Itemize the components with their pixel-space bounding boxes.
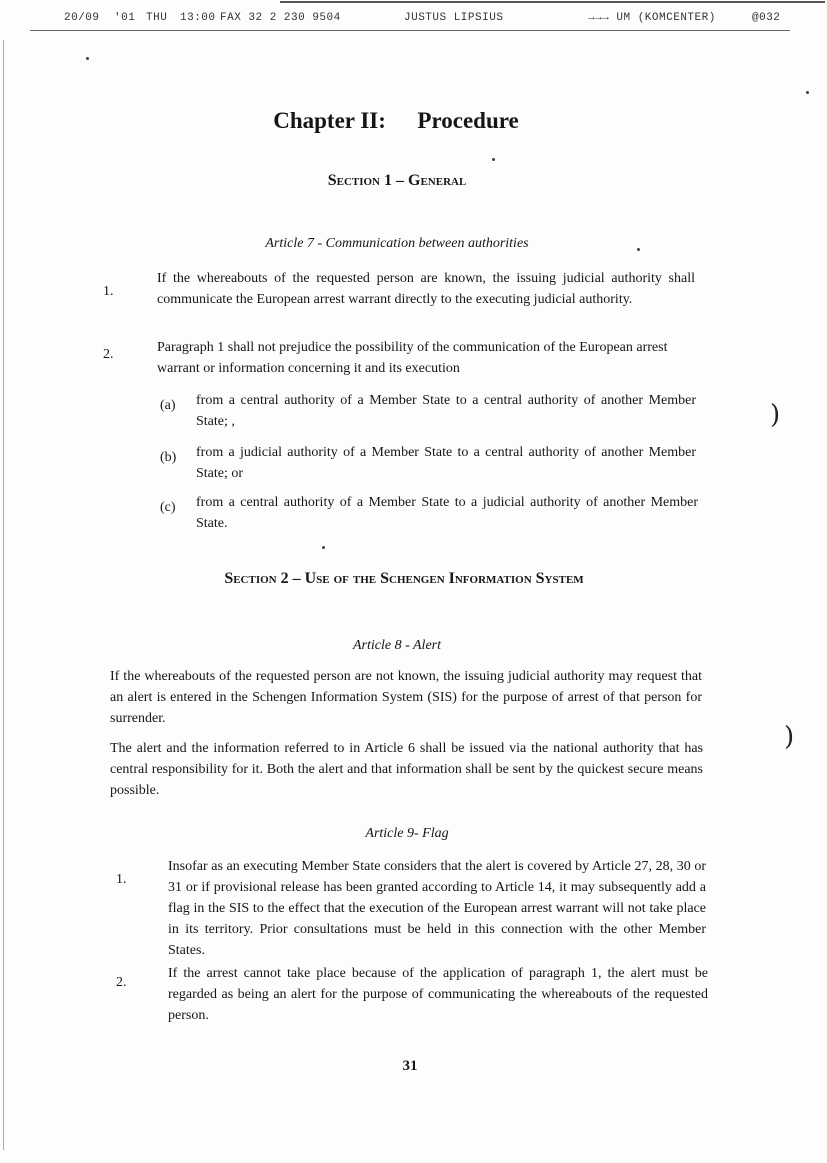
fax-year: '01	[114, 12, 136, 24]
punch-hole-mark: )	[784, 722, 795, 752]
article-9-item-2-text: If the arrest cannot take place because of the application of paragraph 1, the alert must be regarded as being an alert for the purpose of communicating the whereabouts of the requested person.	[168, 966, 708, 1023]
article-7-subitem-a-text: from a central authority of a Member State to a central authority of another Member State; ,	[196, 393, 696, 429]
fax-top-border	[280, 1, 825, 3]
scan-speck	[322, 546, 325, 549]
article-7-subitem-b-text: from a judicial authority of a Member State to a central authority of another Member State; or	[196, 445, 696, 481]
fax-time: 13:00	[180, 12, 216, 24]
article-7-item-1-number: 1.	[103, 284, 114, 299]
fax-header-rule	[30, 30, 790, 31]
article-8-paragraph-1: If the whereabouts of the requested person are not known, the issuing judicial authority may request that an alert is entered in the Schengen Information System (SIS) for the purpose of arrest of that person for surrender.	[110, 669, 702, 726]
article-7-subitem-a-label: (a)	[160, 398, 176, 413]
article-7-subitem-c-text: from a central authority of a Member State to a judicial authority of another Member State.	[196, 495, 698, 531]
article-7-item-1-text: If the whereabouts of the requested person are known, the issuing judicial authority shall communicate the European arrest warrant directly to the executing judicial authority.	[157, 271, 695, 307]
article-8-paragraph-2: The alert and the information referred to in Article 6 shall be issued via the national authority that has central responsibility for it. Both the alert and that information shall be sent by the quickest secure means possible.	[110, 741, 703, 798]
article-7-item-2-number: 2.	[103, 347, 114, 362]
fax-page-code: @032	[752, 12, 781, 24]
article-7-subitem-c-label: (c)	[160, 500, 176, 515]
scan-speck	[86, 57, 89, 60]
article-9-item-2-number: 2.	[116, 975, 127, 990]
chapter-name: Procedure	[417, 108, 519, 133]
article-9-item-1-text: Insofar as an executing Member State considers that the alert is covered by Article 27, 28, 30 or 31 or if provisional release has been granted according to Article 14, it may subsequently add a flag in the SIS to the effect that the execution of the European arrest warrant will not take place in its territory. Prior consultations must be held in this connection with the other Member States.	[168, 859, 706, 958]
article-9-item-1-number: 1.	[116, 872, 127, 887]
fax-day: THU	[146, 12, 168, 24]
article-7-subitem-b-label: (b)	[160, 450, 177, 465]
article-7-heading: Article 7 - Communication between authorities	[265, 236, 529, 251]
scan-edge-line	[3, 40, 4, 1150]
section-1-heading: Section 1 – General	[327, 172, 467, 189]
article-9-heading: Article 9- Flag	[365, 826, 449, 841]
article-7-item-2-text: Paragraph 1 shall not prejudice the possibility of the communication of the European arrest warrant or information concerning it and its execution	[157, 340, 668, 376]
section-2-heading: Section 2 – Use of the Schengen Information System	[224, 570, 584, 587]
fax-header	[0, 8, 827, 30]
fax-sender: JUSTUS LIPSIUS	[404, 12, 504, 24]
page-number: 31	[402, 1058, 418, 1074]
chapter-label: Chapter II:	[273, 108, 386, 133]
scan-speck	[492, 158, 495, 161]
scan-speck	[806, 91, 809, 94]
article-8-heading: Article 8 - Alert	[353, 638, 441, 653]
punch-hole-mark: )	[770, 400, 781, 430]
fax-date: 20/09	[64, 12, 100, 24]
chapter-title	[0, 108, 792, 134]
fax-number: FAX 32 2 230 9504	[220, 12, 341, 24]
fax-recipient: →→→ UM (KOMCENTER)	[588, 12, 716, 24]
